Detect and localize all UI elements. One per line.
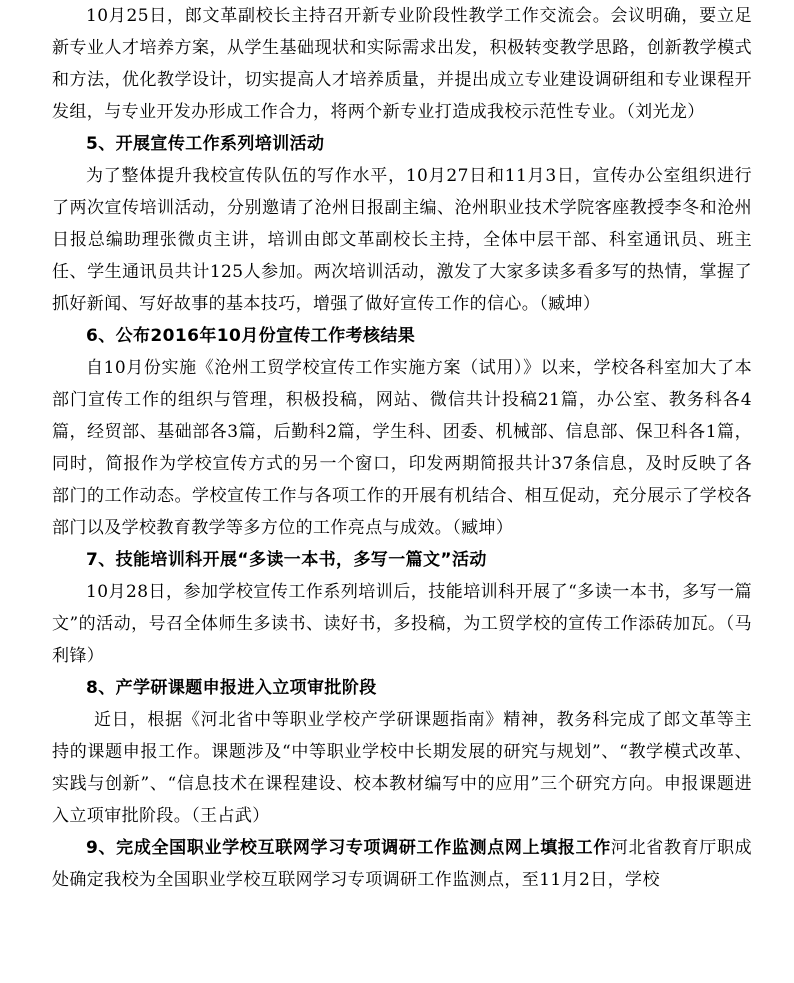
section-7-paragraph: 10月28日，参加学校宣传工作系列培训后，技能培训科开展了“多读一本书，多写一篇文”的活动，号召全体师生多读书、读好书，多投稿，为工贸学校的宣传工作添砖加瓦。（马利锋） [52,582,752,666]
section-7-heading: 7、技能培训科开展“多读一本书，多写一篇文”活动 [86,550,487,570]
section-9-paragraph [52,832,752,896]
section-8-paragraph: 近日，根据《河北省中等职业学校产学研课题指南》精神，教务科完成了郎文革等主持的课题申报工作。课题涉及“中等职业学校中长期发展的研究与规划”、“教学模式改革、实践与创新”、“信息技术在课程建设、校本教材编写中的应用”三个研究方向。申报课题进入立项审批阶段。（王占武） [52,710,752,826]
section-9-text: 河北省教育厅职成处确定我校为全国职业学校互联网学习专项调研工作监测点，至11月2日，学校 [52,838,753,890]
document-page [52,0,752,896]
section-5-paragraph: 为了整体提升我校宣传队伍的写作水平，10月27日和11月3日，宣传办公室组织进行了两次宣传培训活动，分别邀请了沧州日报副主编、沧州职业技术学院客座教授李冬和沧州日报总编助理张微贞主讲，培训由郎文革副校长主持，全体中层干部、科室通讯员、班主任、学生通讯员共计125人参加。两次培训活动，激发了大家多读多看多写的热情，掌握了抓好新闻、写好故事的基本技巧，增强了做好宣传工作的信心。（臧坤） [52,166,752,314]
intro-paragraph: 10月25日，郎文革副校长主持召开新专业阶段性教学工作交流会。会议明确，要立足新专业人才培养方案，从学生基础现状和实际需求出发，积极转变教学思路，创新教学模式和方法，优化教学设计，切实提高人才培养质量，并提出成立专业建设调研组和专业课程开发组，与专业开发办形成工作合力，将两个新专业打造成我校示范性专业。（刘光龙） [52,6,752,122]
section-5-heading: 5、开展宣传工作系列培训活动 [86,134,325,154]
section-6-heading: 6、公布2016年10月份宣传工作考核结果 [86,326,416,346]
section-9-heading: 9、完成全国职业学校互联网学习专项调研工作监测点网上填报工作 [86,838,611,858]
section-8-heading: 8、产学研课题申报进入立项审批阶段 [86,678,377,698]
section-6-paragraph: 自10月份实施《沧州工贸学校宣传工作实施方案（试用）》以来，学校各科室加大了本部门宣传工作的组织与管理，积极投稿，网站、微信共计投稿21篇，办公室、教务科各4篇，经贸部、基础部各3篇，后勤科2篇，学生科、团委、机械部、信息部、保卫科各1篇，同时，简报作为学校宣传方式的另一个窗口，印发两期简报共计37条信息，及时反映了各部门的工作动态。学校宣传工作与各项工作的开展有机结合、相互促动，充分展示了学校各部门以及学校教育教学等多方位的工作亮点与成效。（臧坤） [52,358,752,538]
